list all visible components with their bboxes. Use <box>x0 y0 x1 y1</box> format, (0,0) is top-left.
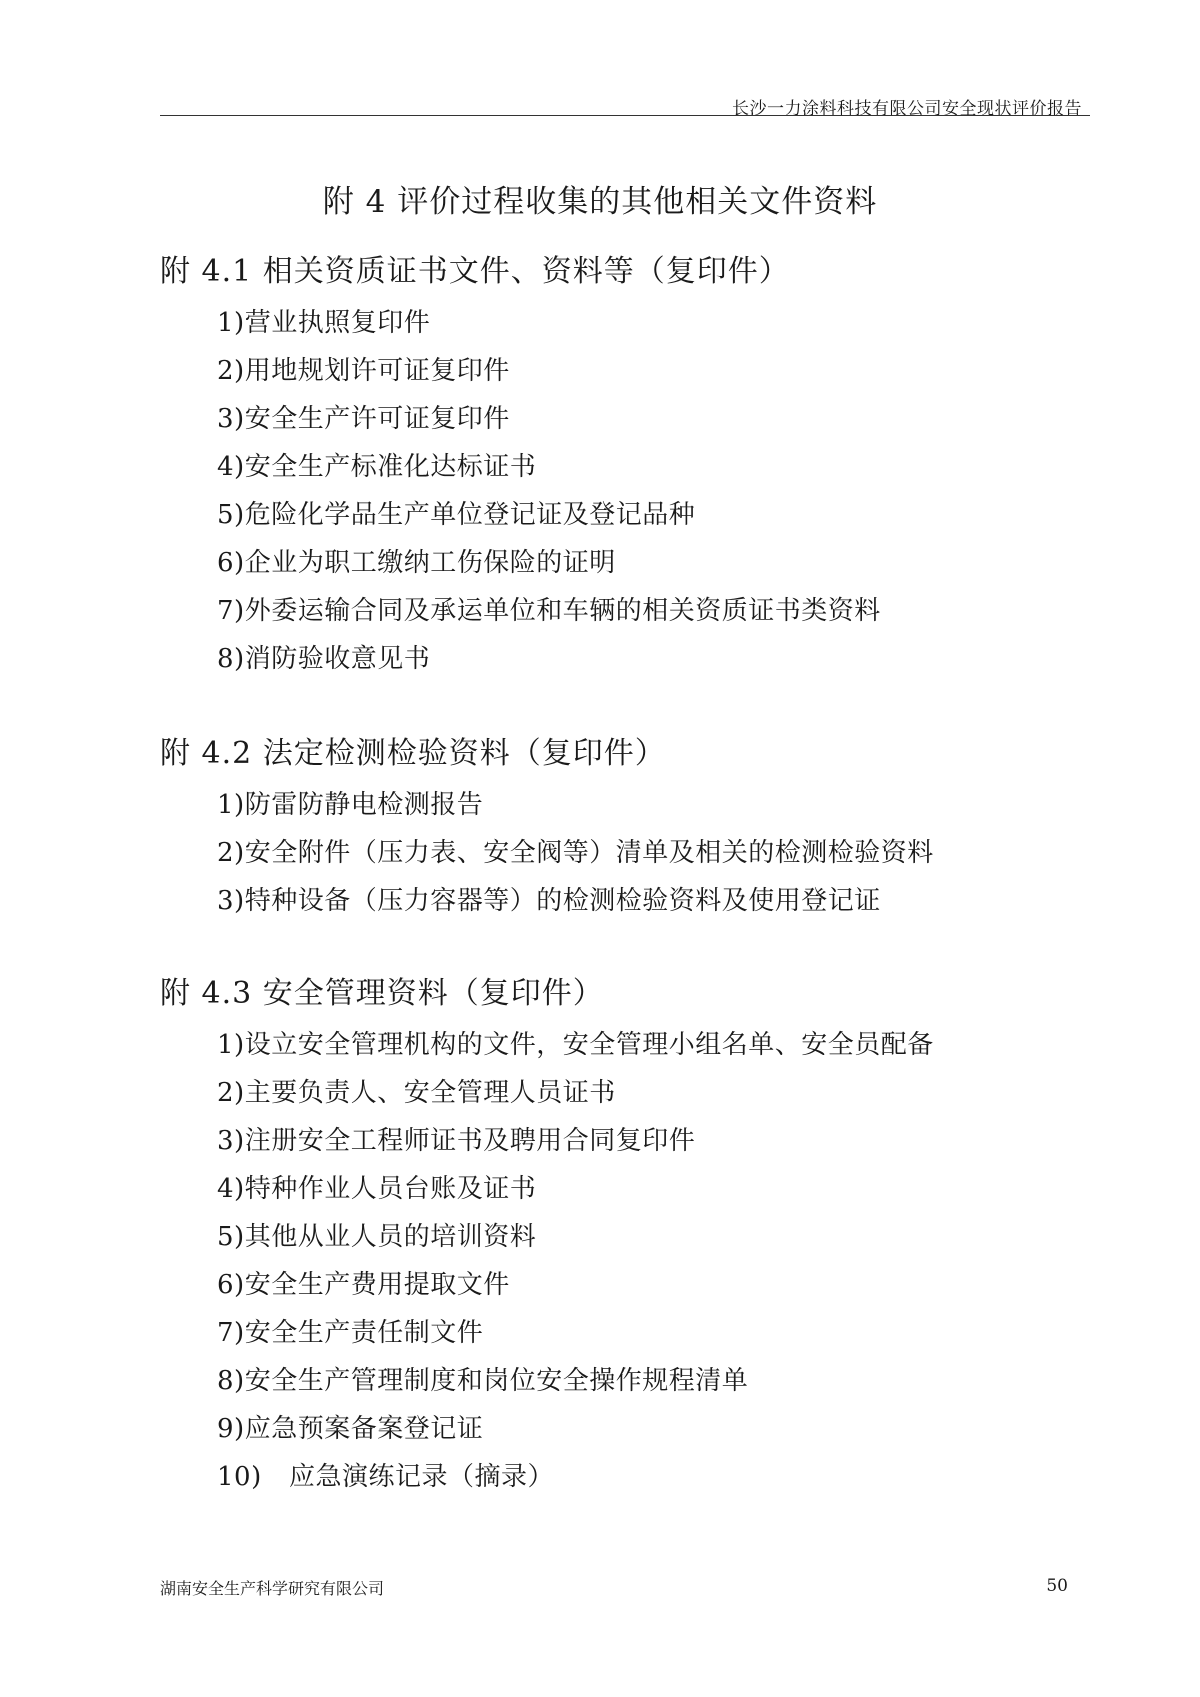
list-item <box>217 1216 536 1253</box>
item-number: 3) <box>217 886 245 916</box>
list-item <box>217 1360 748 1397</box>
item-number: 6) <box>217 1270 245 1300</box>
section-heading-4-2: 附 4.2 法定检测检验资料（复印件） <box>160 736 666 771</box>
item-number: 1) <box>217 790 245 820</box>
list-item <box>217 1312 483 1349</box>
item-number: 7) <box>217 596 245 626</box>
item-number: 2) <box>217 356 245 386</box>
list-item <box>217 638 430 675</box>
page-number: 50 <box>1046 1576 1068 1596</box>
item-number: 8) <box>217 644 245 674</box>
running-header: 长沙一力涂料科技有限公司安全现状评价报告 <box>732 99 1082 119</box>
item-text: 安全生产许可证复印件 <box>244 404 510 434</box>
item-text: 其他从业人员的培训资料 <box>244 1222 537 1252</box>
list-item <box>217 1072 616 1109</box>
list-item <box>217 1264 510 1301</box>
item-number: 9) <box>217 1414 245 1444</box>
list-item <box>217 590 881 627</box>
footer-organization: 湖南安全生产科学研究有限公司 <box>160 1579 385 1598</box>
item-text: 注册安全工程师证书及聘用合同复印件 <box>244 1126 696 1156</box>
item-text: 用地规划许可证复印件 <box>244 356 510 386</box>
item-number: 2) <box>217 1078 245 1108</box>
section-heading-4-1: 附 4.1 相关资质证书文件、资料等（复印件） <box>160 254 790 289</box>
list-item <box>217 302 430 339</box>
header-divider <box>160 115 1090 116</box>
item-text: 主要负责人、安全管理人员证书 <box>244 1078 616 1108</box>
item-text: 应急预案备案登记证 <box>244 1414 484 1444</box>
item-number: 6) <box>217 548 245 578</box>
list-item <box>217 1456 554 1493</box>
list-item <box>217 832 934 869</box>
item-text: 特种作业人员台账及证书 <box>244 1174 537 1204</box>
list-item <box>217 1408 483 1445</box>
item-number: 5) <box>217 1222 245 1252</box>
list-item <box>217 1120 695 1157</box>
item-number: 4) <box>217 452 245 482</box>
item-number: 8) <box>217 1366 245 1396</box>
item-text: 安全生产费用提取文件 <box>244 1270 510 1300</box>
item-number: 10) <box>217 1462 262 1492</box>
item-text: 安全生产责任制文件 <box>244 1318 484 1348</box>
item-text: 安全生产管理制度和岗位安全操作规程清单 <box>244 1366 749 1396</box>
item-number: 5) <box>217 500 245 530</box>
section-heading-4-3: 附 4.3 安全管理资料（复印件） <box>160 976 604 1011</box>
list-item <box>217 1168 536 1205</box>
page-title: 附 4 评价过程收集的其他相关文件资料 <box>322 184 878 220</box>
item-number: 1) <box>217 308 245 338</box>
item-number: 2) <box>217 838 245 868</box>
list-item <box>217 880 881 917</box>
item-text: 防雷防静电检测报告 <box>244 790 484 820</box>
item-text: 危险化学品生产单位登记证及登记品种 <box>244 500 696 530</box>
item-number: 3) <box>217 404 245 434</box>
item-number: 7) <box>217 1318 245 1348</box>
item-text: 设立安全管理机构的文件，安全管理小组名单、安全员配备 <box>244 1030 934 1060</box>
item-text: 营业执照复印件 <box>244 308 431 338</box>
item-number: 1) <box>217 1030 245 1060</box>
list-item <box>217 398 510 435</box>
item-number: 4) <box>217 1174 245 1204</box>
item-text: 应急演练记录（摘录） <box>289 1462 555 1492</box>
item-text: 特种设备（压力容器等）的检测检验资料及使用登记证 <box>244 886 881 916</box>
list-item <box>217 494 695 531</box>
item-text: 外委运输合同及承运单位和车辆的相关资质证书类资料 <box>244 596 881 626</box>
item-text: 安全附件（压力表、安全阀等）清单及相关的检测检验资料 <box>244 838 934 868</box>
list-item <box>217 542 616 579</box>
list-item <box>217 446 536 483</box>
item-text: 消防验收意见书 <box>244 644 431 674</box>
list-item <box>217 1024 934 1061</box>
item-text: 企业为职工缴纳工伤保险的证明 <box>244 548 616 578</box>
list-item <box>217 350 510 387</box>
item-text: 安全生产标准化达标证书 <box>244 452 537 482</box>
item-number: 3) <box>217 1126 245 1156</box>
list-item <box>217 784 483 821</box>
